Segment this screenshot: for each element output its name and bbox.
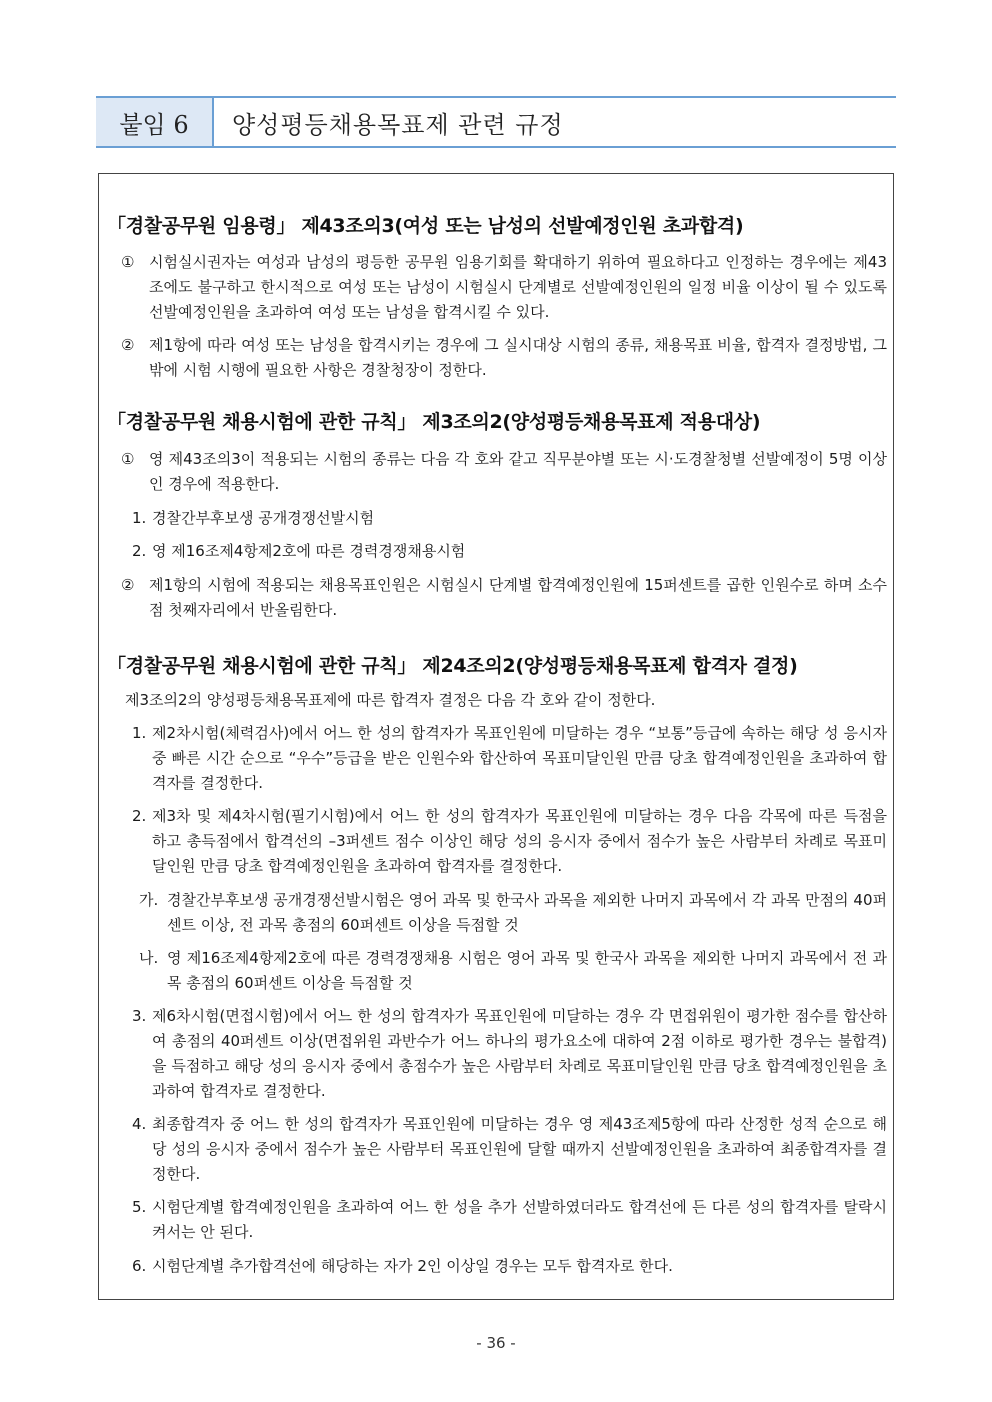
item-text: 시험단계별 합격예정인원을 초과하여 어느 한 성을 추가 선발하였더라도 합격선에 든 다른 성의 합격자를 탈락시켜서는 안 된다. (152, 1198, 887, 1241)
section-title-1: 「경찰공무원 임용령」 제43조의3(여성 또는 남성의 선발예정인원 초과합격) (107, 215, 744, 237)
attachment-label: 붙임 6 (96, 98, 214, 146)
item-text: 영 제16조제4항제2호에 따른 경력경쟁채용시험 (152, 542, 466, 560)
item-3-2 (132, 804, 887, 879)
subitem-marker: 나. (139, 949, 159, 967)
clause-text: 영 제43조의3이 적용되는 시험의 종류는 다음 각 호와 같고 직무분야별 또는 시·도경찰청별 선발예정이 5명 이상인 경우에 적용한다. (149, 450, 887, 493)
section-title-3: 「경찰공무원 채용시험에 관한 규칙」 제24조의2(양성평등채용목표제 합격자 결정) (107, 655, 798, 677)
clause-marker: ① (121, 253, 135, 271)
subitem-text: 영 제16조제4항제2호에 따른 경력경쟁채용 시험은 영어 과목 및 한국사 과목을 제외한 나머지 과목에서 전 과목 총점의 60퍼센트 이상을 득점할 것 (167, 949, 887, 992)
item-marker: 2. (132, 807, 147, 825)
item-text: 최종합격자 중 어느 한 성의 합격자가 목표인원에 미달하는 경우 영 제43조제5항에 따라 산정한 성적 순으로 해당 성의 응시자 중에서 점수가 높은 사람부터 목표인원에 달할 때까지 선발예정인원을 초과하여 최종합격자를 결정한다. (152, 1115, 887, 1183)
item-3-3 (132, 1004, 887, 1104)
item-marker: 1. (132, 509, 147, 527)
attachment-title: 양성평등채용목표제 관련 규정 (232, 110, 564, 139)
regulation-content-box (98, 173, 894, 1300)
item-marker: 1. (132, 724, 147, 742)
clause-2-1 (121, 447, 887, 497)
item-marker: 3. (132, 1007, 147, 1025)
subitem-3-2-ga (139, 888, 887, 938)
clause-marker: ② (121, 576, 135, 594)
subitem-marker: 가. (139, 891, 159, 909)
item-3-5 (132, 1195, 887, 1245)
clause-marker: ② (121, 336, 135, 354)
item-2-2 (132, 539, 887, 564)
page-number: - 36 - (476, 1334, 516, 1352)
clause-text: 제1항의 시험에 적용되는 채용목표인원은 시험실시 단계별 합격예정인원에 15퍼센트를 곱한 인원수로 하며 소수점 첫째자리에서 반올림한다. (149, 576, 887, 619)
section-intro: 제3조의2의 양성평등채용목표제에 따른 합격자 결정은 다음 각 호와 같이 정한다. (125, 691, 656, 709)
clause-1-1 (121, 250, 887, 325)
item-marker: 2. (132, 542, 147, 560)
subitem-3-2-na (139, 946, 887, 996)
item-text: 제6차시험(면접시험)에서 어느 한 성의 합격자가 목표인원에 미달하는 경우 각 면접위원이 평가한 점수를 합산하여 총점의 40퍼센트 이상(면접위원 과반수가 어느 하나의 평가요소에 대하여 2점 이하로 평가한 경우는 불합격)을 득점하고 해당 성의 응시자 중에서 총점수가 높은 사람부터 차례로 목표미달인원 만큼 당초 합격예정인원을 초과하여 합격자로 결정한다. (152, 1007, 887, 1100)
clause-text: 제1항에 따라 여성 또는 남성을 합격시키는 경우에 그 실시대상 시험의 종류, 채용목표 비율, 합격자 결정방법, 그 밖에 시험 시행에 필요한 사항은 경찰청장이 정한다. (149, 336, 887, 379)
item-marker: 5. (132, 1198, 147, 1216)
item-text: 제2차시험(체력검사)에서 어느 한 성의 합격자가 목표인원에 미달하는 경우 “보통”등급에 속하는 해당 성 응시자 중 빠른 시간 순으로 “우수”등급을 받은 인원수와 합산하여 목표미달인원 만큼 당초 합격예정인원을 초과하여 합격자를 결정한다. (152, 724, 887, 792)
item-3-6 (132, 1254, 887, 1279)
item-marker: 6. (132, 1257, 147, 1275)
subitem-text: 경찰간부후보생 공개경쟁선발시험은 영어 과목 및 한국사 과목을 제외한 나머지 과목에서 각 과목 만점의 40퍼센트 이상, 전 과목 총점의 60퍼센트 이상을 득점할 것 (167, 891, 887, 934)
item-2-1 (132, 506, 887, 531)
clause-1-2 (121, 333, 887, 383)
item-text: 경찰간부후보생 공개경쟁선발시험 (152, 509, 375, 527)
clause-marker: ① (121, 450, 135, 468)
item-text: 제3차 및 제4차시험(필기시험)에서 어느 한 성의 합격자가 목표인원에 미달하는 경우 다음 각목에 따른 득점을 하고 총득점에서 합격선의 –3퍼센트 점수 이상인 해당 성의 응시자 중에서 점수가 높은 사람부터 차례로 목표미달인원 만큼 당초 합격예정인원을 초과하여 합격자를 결정한다. (152, 807, 887, 875)
section-title-2: 「경찰공무원 채용시험에 관한 규칙」 제3조의2(양성평등채용목표제 적용대상) (107, 411, 761, 433)
item-marker: 4. (132, 1115, 147, 1133)
item-3-1 (132, 721, 887, 796)
item-3-4 (132, 1112, 887, 1187)
clause-text: 시험실시권자는 여성과 남성의 평등한 공무원 임용기회를 확대하기 위하여 필요하다고 인정하는 경우에는 제43조에도 불구하고 한시적으로 여성 또는 남성이 시험실시 단계별로 선발예정인원의 일정 비율 이상이 될 수 있도록 선발예정인원을 초과하여 여성 또는 남성을 합격시킬 수 있다. (149, 253, 887, 321)
attachment-header (96, 96, 896, 148)
item-text: 시험단계별 추가합격선에 해당하는 자가 2인 이상일 경우는 모두 합격자로 한다. (152, 1257, 673, 1275)
clause-2-2 (121, 573, 887, 623)
